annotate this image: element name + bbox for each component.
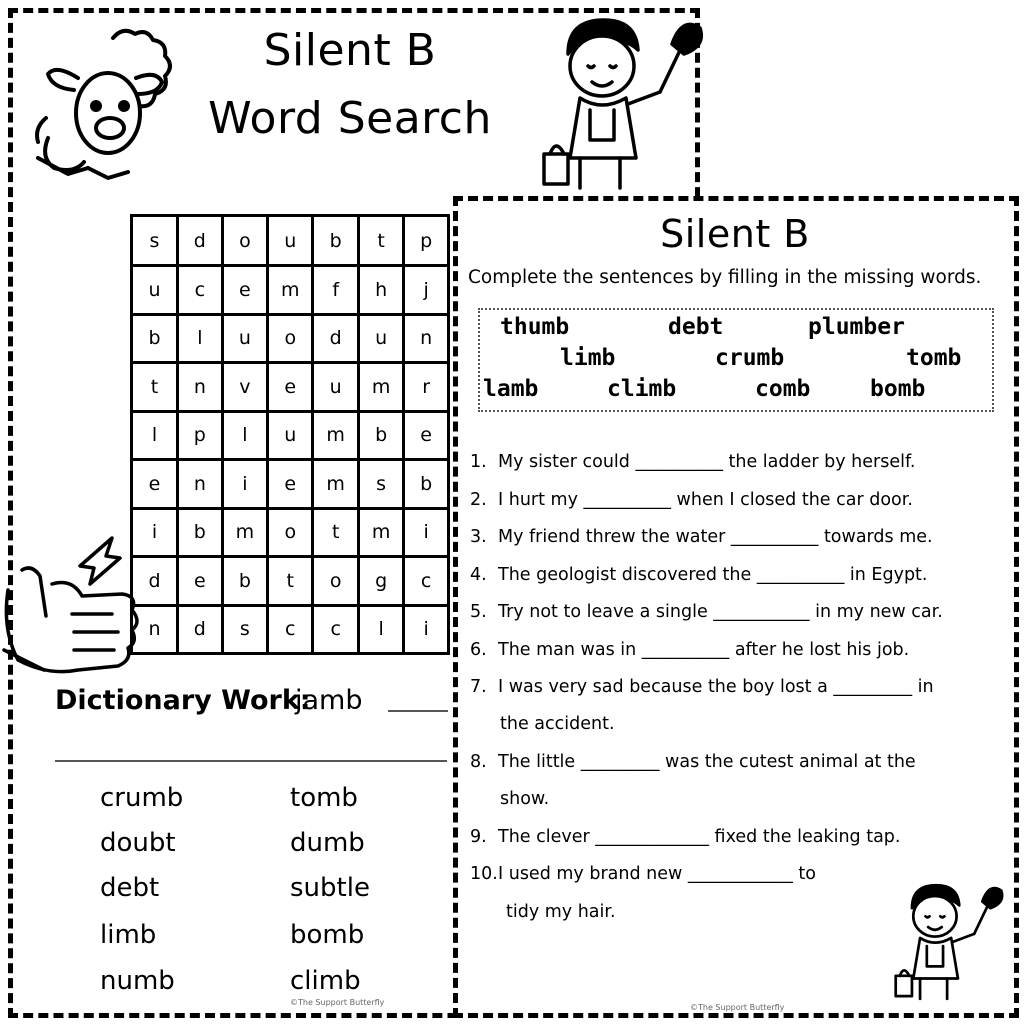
- grid-cell: l: [222, 411, 267, 460]
- sentence-item: 5. Try not to leave a single ___________ in my new car.: [470, 602, 943, 622]
- grid-cell: s: [222, 605, 267, 654]
- grid-cell: d: [178, 605, 223, 654]
- grid-row: [133, 314, 449, 363]
- word-bank-item: bomb: [870, 376, 926, 402]
- grid-cell: p: [404, 217, 449, 266]
- grid-cell: n: [178, 363, 223, 412]
- grid-cell: s: [133, 217, 178, 266]
- grid-cell: t: [268, 557, 313, 606]
- grid-cell: u: [222, 314, 267, 363]
- grid-cell: u: [268, 217, 313, 266]
- grid-row: [133, 605, 449, 654]
- grid-cell: f: [313, 266, 358, 315]
- word-list-item: subtle: [290, 873, 370, 903]
- word-list-item: numb: [100, 966, 175, 996]
- grid-cell: v: [222, 363, 267, 412]
- grid-cell: j: [404, 266, 449, 315]
- grid-cell: n: [133, 605, 178, 654]
- grid-cell: o: [222, 217, 267, 266]
- word-list-item: climb: [290, 966, 361, 996]
- grid-cell: m: [313, 411, 358, 460]
- sentence-item: 7. I was very sad because the boy lost a _________ in: [470, 677, 934, 697]
- word-bank-item: limb: [560, 345, 616, 371]
- grid-cell: n: [178, 460, 223, 509]
- sentence-item: 1. My sister could __________ the ladder by herself.: [470, 452, 916, 472]
- grid-row: [133, 460, 449, 509]
- copyright-text: ©The Support Butterfly: [690, 1003, 785, 1012]
- grid-cell: u: [133, 266, 178, 315]
- word-list-item: debt: [100, 873, 160, 903]
- sentence-item: 10.I used my brand new ____________ to: [470, 864, 816, 884]
- grid-cell: m: [268, 266, 313, 315]
- grid-cell: h: [358, 266, 403, 315]
- grid-cell: c: [404, 557, 449, 606]
- word-search-subtitle: Word Search: [208, 93, 492, 144]
- grid-cell: t: [313, 508, 358, 557]
- grid-cell: c: [178, 266, 223, 315]
- word-bank-item: crumb: [715, 345, 785, 371]
- grid-row: [133, 363, 449, 412]
- word-search-grid: [130, 214, 450, 655]
- sentence-continuation: the accident.: [500, 714, 615, 734]
- grid-cell: c: [313, 605, 358, 654]
- grid-cell: b: [133, 314, 178, 363]
- grid-cell: e: [133, 460, 178, 509]
- grid-cell: l: [178, 314, 223, 363]
- grid-row: [133, 508, 449, 557]
- grid-cell: m: [358, 363, 403, 412]
- grid-cell: n: [404, 314, 449, 363]
- grid-cell: b: [313, 217, 358, 266]
- word-list-item: doubt: [100, 828, 176, 858]
- word-bank-item: plumber: [808, 314, 905, 340]
- grid-cell: b: [178, 508, 223, 557]
- fill-in-title: Silent B: [660, 212, 810, 256]
- sentence-item: 2. I hurt my __________ when I closed the car door.: [470, 490, 913, 510]
- grid-cell: i: [404, 508, 449, 557]
- grid-row: [133, 557, 449, 606]
- word-bank-item: lamb: [483, 376, 539, 402]
- grid-cell: d: [178, 217, 223, 266]
- grid-cell: t: [133, 363, 178, 412]
- grid-row: [133, 217, 449, 266]
- grid-cell: o: [268, 508, 313, 557]
- sentence-item: 6. The man was in __________ after he lost his job.: [470, 640, 910, 660]
- word-search-title: Silent B: [263, 25, 437, 76]
- grid-cell: m: [313, 460, 358, 509]
- grid-cell: e: [404, 411, 449, 460]
- grid-cell: u: [358, 314, 403, 363]
- word-list-item: tomb: [290, 783, 358, 813]
- grid-cell: s: [358, 460, 403, 509]
- word-bank-item: debt: [668, 314, 724, 340]
- grid-cell: b: [222, 557, 267, 606]
- grid-cell: t: [358, 217, 403, 266]
- sentence-item: 3. My friend threw the water __________ towards me.: [470, 527, 933, 547]
- plumber-clipart: [540, 14, 710, 194]
- grid-cell: e: [268, 363, 313, 412]
- grid-cell: i: [404, 605, 449, 654]
- word-list-item: crumb: [100, 783, 184, 813]
- grid-cell: b: [358, 411, 403, 460]
- dictionary-work-word: jamb: [295, 685, 363, 716]
- copyright-text: ©The Support Butterfly: [290, 998, 385, 1007]
- grid-cell: r: [404, 363, 449, 412]
- word-list-item: bomb: [290, 920, 365, 950]
- grid-cell: m: [358, 508, 403, 557]
- grid-cell: i: [133, 508, 178, 557]
- grid-cell: u: [268, 411, 313, 460]
- grid-cell: l: [358, 605, 403, 654]
- dictionary-answer-line: [388, 710, 448, 712]
- word-list-item: dumb: [290, 828, 365, 858]
- word-bank-item: thumb: [500, 314, 570, 340]
- grid-cell: o: [313, 557, 358, 606]
- word-bank-item: tomb: [906, 345, 962, 371]
- grid-cell: g: [358, 557, 403, 606]
- sentence-item: 4. The geologist discovered the __________ in Egypt.: [470, 565, 928, 585]
- grid-cell: u: [313, 363, 358, 412]
- grid-row: [133, 411, 449, 460]
- lamb-clipart: [18, 18, 178, 188]
- sentence-item: 8. The little _________ was the cutest animal at the: [470, 752, 916, 772]
- grid-cell: o: [268, 314, 313, 363]
- grid-cell: c: [268, 605, 313, 654]
- sentence-item: 9. The clever _____________ fixed the leaking tap.: [470, 827, 901, 847]
- sentence-continuation: tidy my hair.: [506, 902, 616, 922]
- word-list-item: limb: [100, 920, 157, 950]
- plumber-clipart: [893, 872, 1008, 1012]
- grid-row: [133, 266, 449, 315]
- word-bank-item: climb: [607, 376, 677, 402]
- grid-cell: d: [133, 557, 178, 606]
- grid-cell: e: [268, 460, 313, 509]
- grid-cell: l: [133, 411, 178, 460]
- sentence-continuation: show.: [500, 789, 550, 809]
- grid-cell: p: [178, 411, 223, 460]
- thumbs-up-clipart: [2, 530, 142, 685]
- dictionary-answer-line: [55, 760, 447, 762]
- grid-cell: m: [222, 508, 267, 557]
- instruction-text: Complete the sentences by filling in the missing words.: [468, 267, 982, 288]
- grid-cell: i: [222, 460, 267, 509]
- grid-cell: e: [222, 266, 267, 315]
- dictionary-work-label: Dictionary Work:: [55, 685, 311, 716]
- grid-cell: d: [313, 314, 358, 363]
- grid-cell: e: [178, 557, 223, 606]
- grid-cell: b: [404, 460, 449, 509]
- word-bank-item: comb: [755, 376, 811, 402]
